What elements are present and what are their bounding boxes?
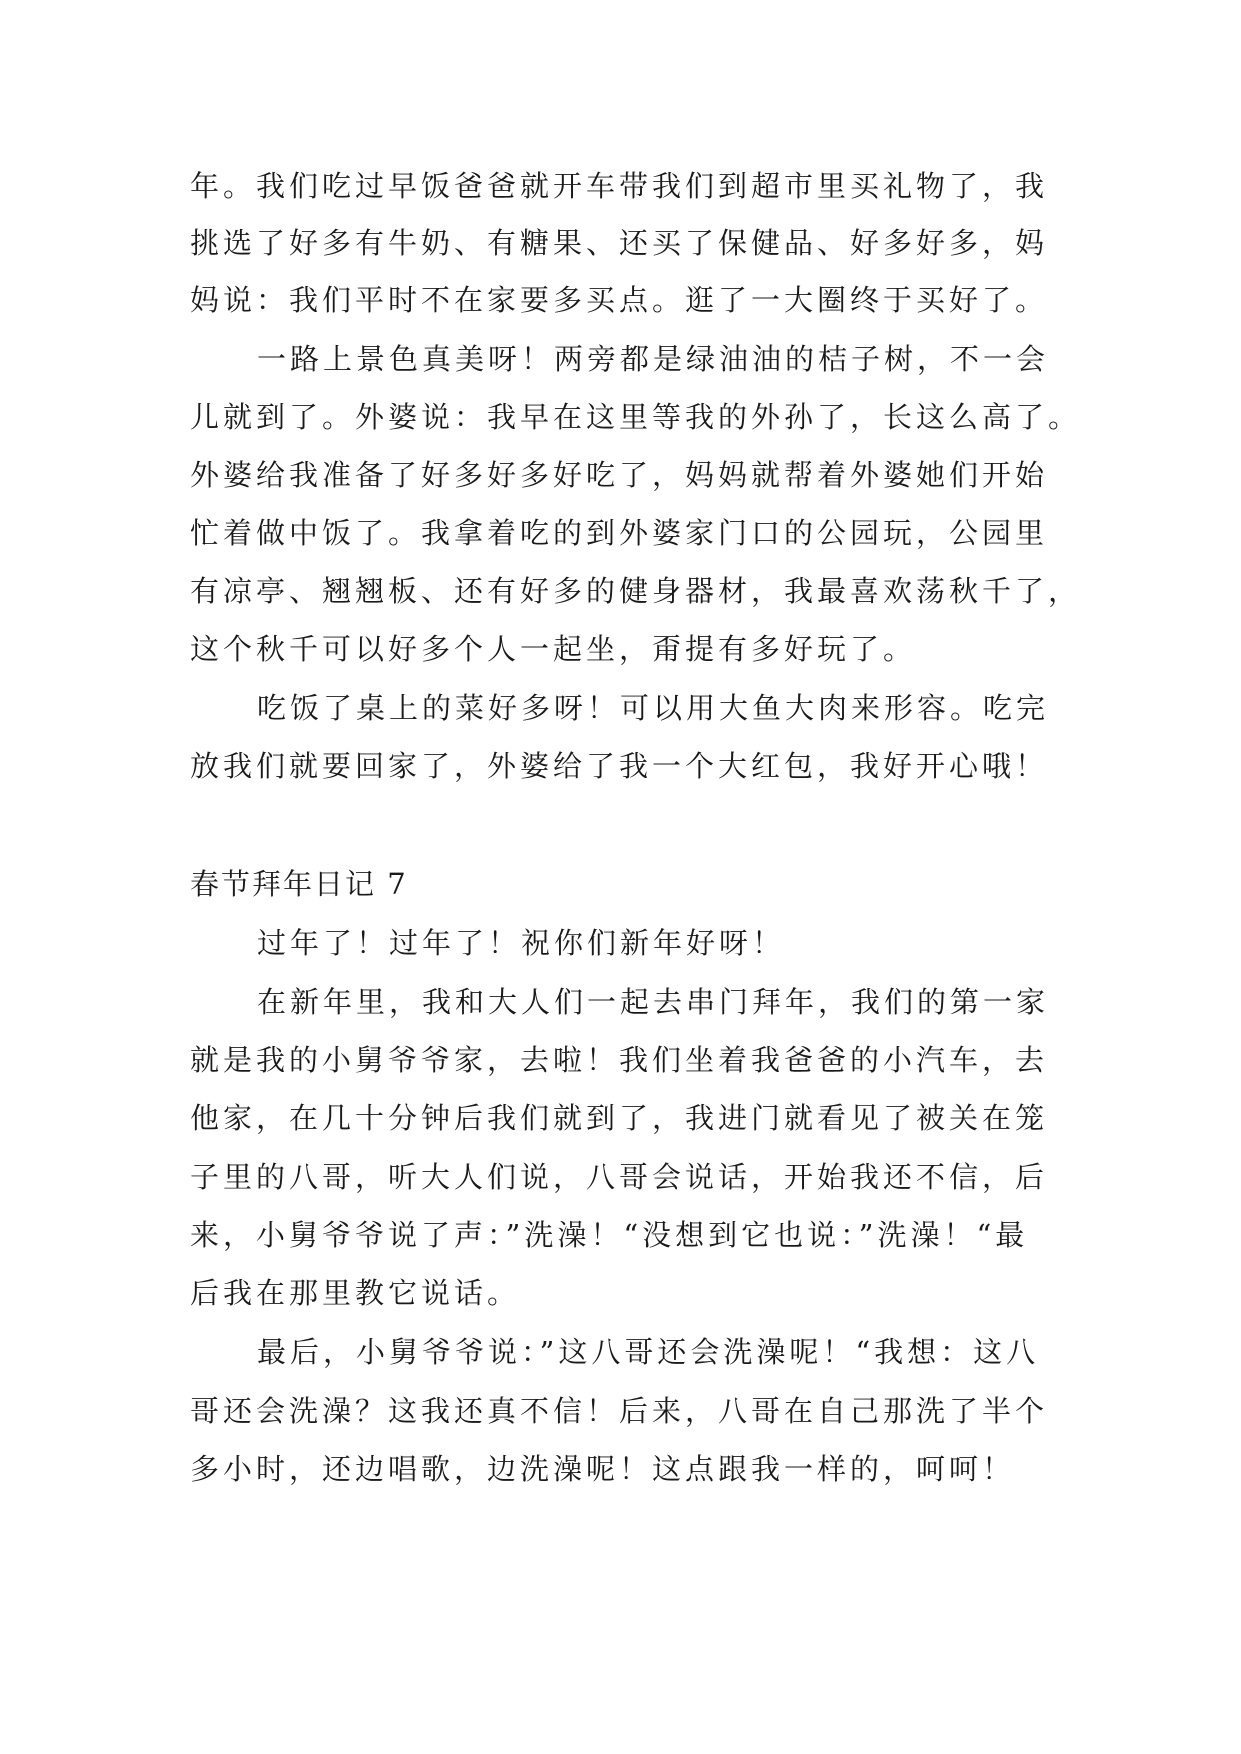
- paragraph-line: 有凉亭、翘翘板、还有好多的健身器材，我最喜欢荡秋千了，: [190, 574, 1082, 608]
- paragraph-line: 年。我们吃过早饭爸爸就开车带我们到超市里买礼物了，我: [190, 169, 1049, 203]
- paragraph-line: 他家，在几十分钟后我们就到了，我进门就看见了被关在笼: [190, 1101, 1049, 1135]
- paragraph-line: 在新年里，我和大人们一起去串门拜年，我们的第一家: [257, 985, 1050, 1019]
- paragraph-line: 妈说：我们平时不在家要多买点。逛了一大圈终于买好了。: [190, 283, 1049, 317]
- paragraph-line: 外婆给我准备了好多好多好吃了，妈妈就帮着外婆她们开始: [190, 458, 1049, 492]
- paragraph-line: 就是我的小舅爷爷家，去啦！我们坐着我爸爸的小汽车，去: [190, 1043, 1049, 1077]
- paragraph-line: 来，小舅爷爷说了声：”洗澡！“没想到它也说：”洗澡！“最: [190, 1218, 1029, 1252]
- paragraph-line: 挑选了好多有牛奶、有糖果、还买了保健品、好多好多，妈: [190, 226, 1049, 260]
- paragraph-line: 多小时，还边唱歌，边洗澡呢！这点跟我一样的，呵呵！: [190, 1452, 1016, 1486]
- paragraph-line: 子里的八哥，听大人们说，八哥会说话，开始我还不信，后: [190, 1160, 1049, 1194]
- paragraph-line: 过年了！过年了！祝你们新年好呀！: [257, 926, 786, 960]
- paragraph-line: 忙着做中饭了。我拿着吃的到外婆家门口的公园玩，公园里: [190, 516, 1049, 550]
- paragraph-line: 吃饭了桌上的菜好多呀！可以用大鱼大肉来形容。吃完: [257, 691, 1050, 725]
- paragraph-line: 一路上景色真美呀！两旁都是绿油油的桔子树，不一会: [257, 342, 1050, 376]
- paragraph-line: 哥还会洗澡？这我还真不信！后来，八哥在自己那洗了半个: [190, 1394, 1049, 1428]
- section-title: 春节拜年日记 7: [190, 867, 408, 901]
- paragraph-line: 后我在那里教它说话。: [190, 1276, 521, 1310]
- paragraph-line: 这个秋千可以好多个人一起坐，甭提有多好玩了。: [190, 632, 917, 666]
- paragraph-line: 最后，小舅爷爷说：”这八哥还会洗澡呢！“我想：这八: [257, 1335, 1040, 1369]
- paragraph-line: 放我们就要回家了，外婆给了我一个大红包，我好开心哦！: [190, 749, 1049, 783]
- paragraph-line: 儿就到了。外婆说：我早在这里等我的外孙了，长这么高了。: [190, 400, 1082, 434]
